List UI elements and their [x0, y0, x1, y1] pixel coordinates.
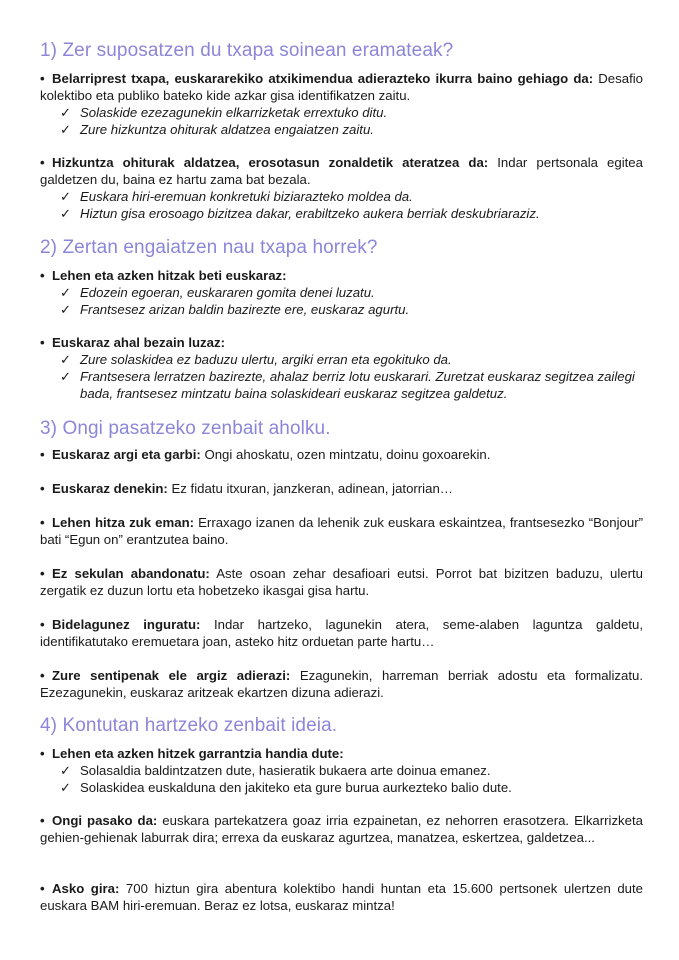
s2-bullet-2 — [40, 334, 643, 402]
section-3-heading: 3) Ongi pasatzeko zenbait aholku. — [40, 418, 331, 439]
bullet-icon: • — [40, 566, 45, 581]
s1-b1-sub-2 — [40, 121, 643, 138]
bullet-icon: • — [40, 617, 45, 632]
bullet-icon: • — [40, 481, 45, 496]
s2-b1-sub-1 — [40, 284, 643, 301]
sub-text: Solaskide ezezagunekin elkarrizketak errextuko ditu. — [80, 105, 388, 120]
s3-item-line — [40, 514, 643, 548]
section-3 — [40, 418, 643, 440]
sub-text: Solasaldia baldintzatzen dute, hasieratik bukaera arte doinua emanez. — [80, 763, 491, 778]
s4-bullet-3 — [40, 880, 643, 914]
item-bold: Euskaraz denekin: — [52, 481, 168, 496]
bullet-icon: • — [40, 668, 45, 683]
s1-bullet-1 — [40, 70, 643, 138]
s3-item-1 — [40, 446, 643, 463]
check-icon: ✓ — [60, 122, 72, 137]
sub-text: Solaskidea euskalduna den jakiteko eta gure burua aurkezteko balio dute. — [80, 780, 512, 795]
sub-text: Frantsesera lerratzen bazirezte, ahalaz berriz lotu euskarari. Zuretzat euskaraz segitzea zailegi bada, frantsesez mintzatu baina solaskideari euskaraz segitzea galdetuz. — [80, 369, 635, 401]
s4-bullet-1 — [40, 745, 643, 796]
s3-item-6 — [40, 667, 643, 701]
section-2 — [40, 237, 643, 259]
section-4-heading: 4) Kontutan hartzeko zenbait ideia. — [40, 715, 338, 736]
s2-b2-sub-2 — [40, 368, 643, 402]
bullet-icon: • — [40, 515, 45, 530]
s2-b2-bold: Euskaraz ahal bezain luzaz: — [52, 335, 225, 350]
item-bold: Euskaraz argi eta garbi: — [52, 447, 201, 462]
s3-item-2 — [40, 480, 643, 497]
item-text: Aste osoan zehar desafioari eutsi. Porrot bat bizitzen baduzu, ulertu zergatik ez duzun lortu eta hobetzeko ikasgai gisa hartu. — [40, 566, 643, 598]
check-icon: ✓ — [60, 189, 72, 204]
item-bold: Bidelagunez inguratu: — [52, 617, 201, 632]
item-bold: Lehen hitza zuk eman: — [52, 515, 195, 530]
sub-text: Zure solaskidea ez baduzu ulertu, argiki erran eta egokituko da. — [80, 352, 452, 367]
s3-item-line — [40, 565, 643, 599]
section-4 — [40, 715, 643, 737]
sub-text: Edozein egoeran, euskararen gomita denei luzatu. — [80, 285, 375, 300]
s4-b2-line — [40, 812, 643, 846]
check-icon: ✓ — [60, 352, 72, 367]
s2-b1-line — [40, 267, 643, 284]
s1-b1-line — [40, 70, 643, 104]
section-1 — [40, 40, 643, 62]
check-icon: ✓ — [60, 780, 72, 795]
s1-b1-bold: Belarriprest txapa, euskararekiko atxikimendua adierazteko ikurra baino gehiago da: — [52, 71, 594, 86]
s3-item-line — [40, 480, 643, 497]
s2-b2-line — [40, 334, 643, 351]
section-1-heading: 1) Zer suposatzen du txapa soinean eramateak? — [40, 40, 454, 61]
check-icon: ✓ — [60, 369, 72, 384]
s1-b2-sub-1 — [40, 188, 643, 205]
s4-b2-bold: Ongi pasako da: — [52, 813, 158, 828]
s2-b1-sub-2 — [40, 301, 643, 318]
s1-b2-sub-2 — [40, 205, 643, 222]
s2-b1-bold: Lehen eta azken hitzak beti euskaraz: — [52, 268, 287, 283]
check-icon: ✓ — [60, 302, 72, 317]
item-text: Ez fidatu itxuran, janzkeran, adinean, jatorrian… — [167, 481, 453, 496]
item-text: Erraxago izanen da lehenik zuk euskara eskaintzea, frantsesezko “Bonjour” bati “Egun on” erantzutea baino. — [40, 515, 643, 547]
s4-b1-sub-1 — [40, 762, 643, 779]
s4-b3-bold: Asko gira: — [52, 881, 120, 896]
item-text: Ezagunekin, harreman berriak adostu eta formalizatu. Ezezagunekin, euskaraz aritzeak ekartzen dizuna adierazi. — [40, 668, 643, 700]
s3-item-3 — [40, 514, 643, 548]
bullet-icon: • — [40, 881, 45, 896]
bullet-icon: • — [40, 813, 45, 828]
s4-b3-line — [40, 880, 643, 914]
s1-b2-bold: Hizkuntza ohiturak aldatzea, erosotasun zonaldetik ateratzea da: — [52, 155, 489, 170]
s3-item-5 — [40, 616, 643, 650]
s3-item-line — [40, 667, 643, 701]
s3-item-line — [40, 616, 643, 650]
item-text: Indar hartzeko, lagunekin atera, seme-alaben laguntza galdetu, identifikatutako eremuetara joan, asteko hitz orduetan parte hartu… — [40, 617, 643, 649]
sub-text: Zure hizkuntza ohiturak aldatzea engaiatzen zaitu. — [80, 122, 374, 137]
check-icon: ✓ — [60, 285, 72, 300]
check-icon: ✓ — [60, 105, 72, 120]
s4-bullet-2 — [40, 812, 643, 846]
s1-b2-line — [40, 154, 643, 188]
s3-item-4 — [40, 565, 643, 599]
s1-bullet-2 — [40, 154, 643, 222]
bullet-icon: • — [40, 447, 45, 462]
section-2-heading: 2) Zertan engaiatzen nau txapa horrek? — [40, 237, 378, 258]
bullet-icon: • — [40, 71, 45, 86]
bullet-icon: • — [40, 268, 45, 283]
item-text: Ongi ahoskatu, ozen mintzatu, doinu goxoarekin. — [200, 447, 491, 462]
s2-bullet-1 — [40, 267, 643, 318]
s4-b1-line — [40, 745, 643, 762]
sub-text: Euskara hiri-eremuan konkretuki biziarazteko moldea da. — [80, 189, 413, 204]
sub-text: Hiztun gisa erosoago bizitzea dakar, erabiltzeko aukera berriak deskubriaraziz. — [80, 206, 540, 221]
s1-b1-text: Desafio kolektibo eta publiko bateko kide azkar gisa identifikatzen zaitu. — [40, 71, 643, 103]
item-bold: Ez sekulan abandonatu: — [52, 566, 210, 581]
s4-b3-text: 700 hiztun gira abentura kolektibo handi huntan eta 15.600 pertsonek ulertzen dute euskara BAM hiri-eremuan. Beraz ez lotsa, euskaraz mintza! — [40, 881, 643, 913]
bullet-icon: • — [40, 155, 45, 170]
s4-b1-bold: Lehen eta azken hitzek garrantzia handia dute: — [52, 746, 344, 761]
s3-item-line — [40, 446, 643, 463]
s1-b2-text: Indar pertsonala egitea galdetzen du, baina ez hartu zama bat bezala. — [40, 155, 643, 187]
s4-b1-sub-2 — [40, 779, 643, 796]
bullet-icon: • — [40, 335, 45, 350]
sub-text: Frantsesez arizan baldin bazirezte ere, euskaraz agurtu. — [80, 302, 410, 317]
s4-b2-text: euskara partekatzera goaz irria ezpainetan, ez nehorren erasotzera. Elkarrizketa gehien-gehienak laburrak dira; errexa da euskaraz agurtzea, manatzea, eskertzea, galdetzea... — [40, 813, 643, 845]
item-bold: Zure sentipenak ele argiz adierazi: — [52, 668, 291, 683]
s1-b1-sub-1 — [40, 104, 643, 121]
bullet-icon: • — [40, 746, 45, 761]
check-icon: ✓ — [60, 763, 72, 778]
s2-b2-sub-1 — [40, 351, 643, 368]
check-icon: ✓ — [60, 206, 72, 221]
